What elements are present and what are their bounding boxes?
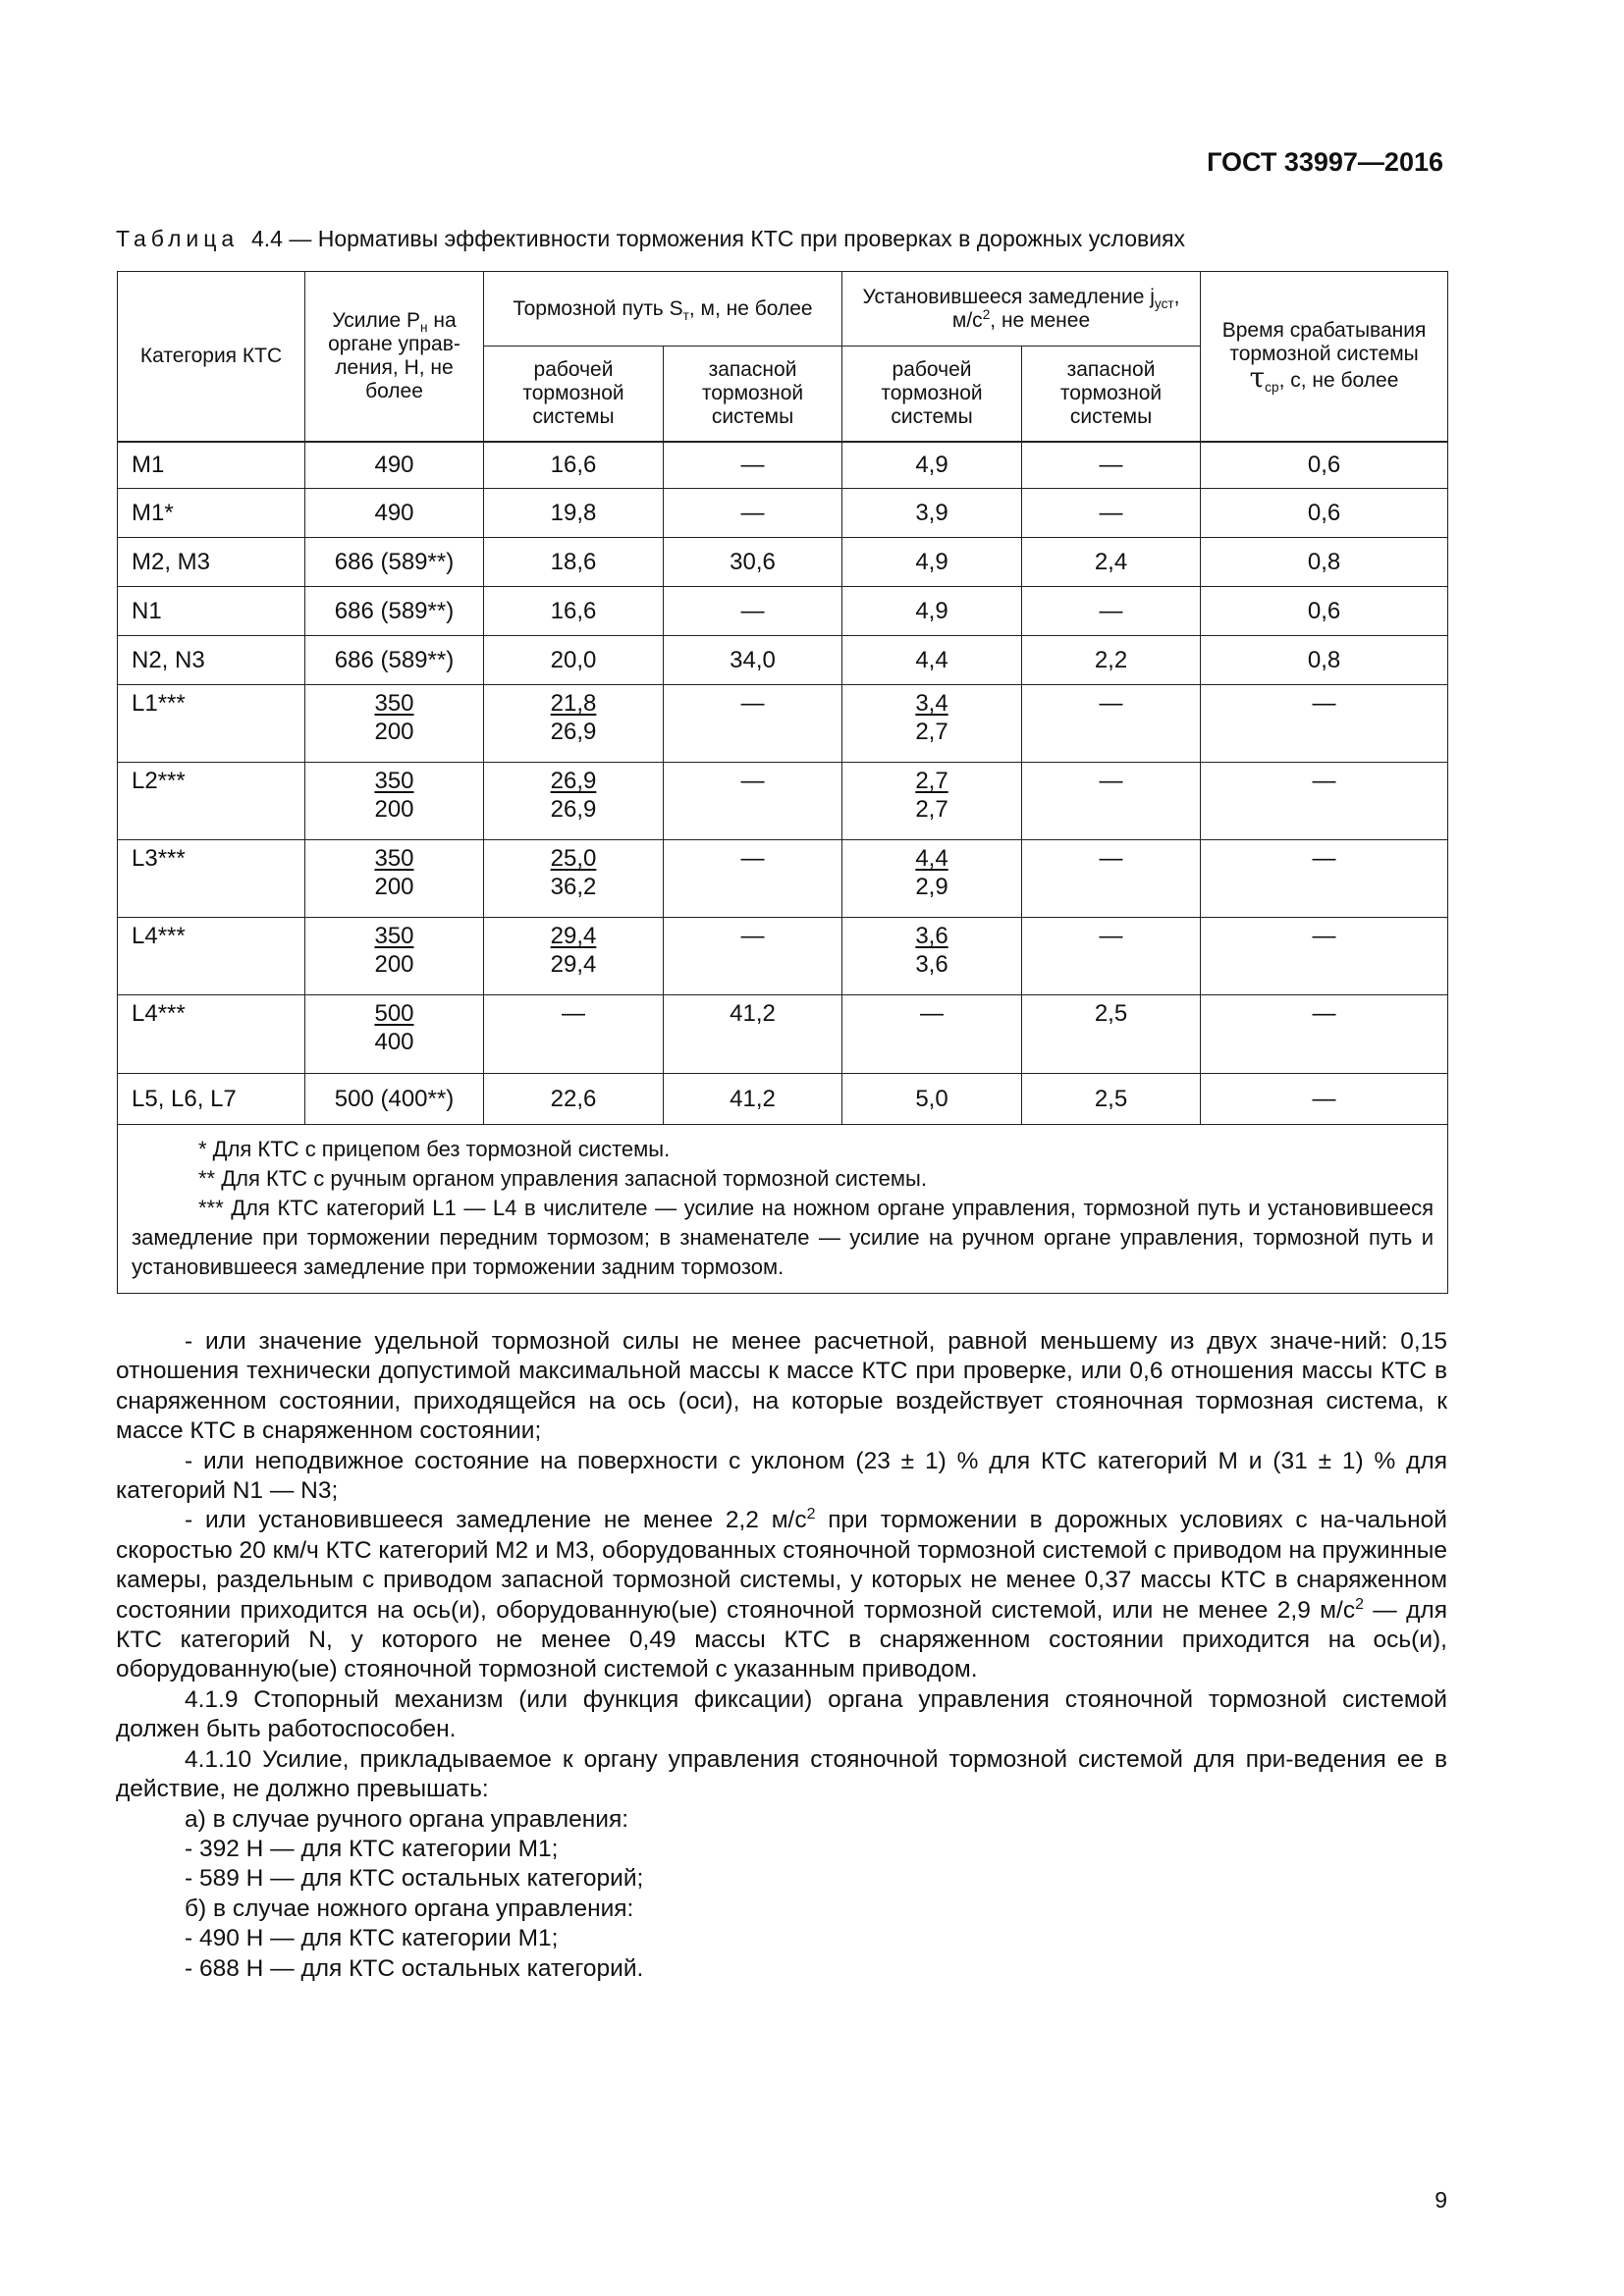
cell-force: 350 200 [305, 685, 484, 763]
cell-time: 0,6 [1201, 489, 1448, 538]
list-item: а) в случае ручного органа управления: [185, 1805, 629, 1833]
cell-distance-reserve: — [664, 685, 842, 763]
cell-force: 490 [305, 489, 484, 538]
cell-decel-service: 3,4 2,7 [842, 685, 1022, 763]
table-row [118, 489, 1448, 538]
table-caption-label: Таблица [116, 226, 240, 251]
cell-time: — [1201, 918, 1448, 995]
cell-force: 500 400 [305, 995, 484, 1074]
cell-distance-service: — [484, 995, 664, 1074]
cell-decel-reserve: 2,2 [1022, 636, 1201, 685]
paragraph-4-1-10: 4.1.10 Усилие, прикладываемое к органу управления стояночной тормозной системой для при-ведения ее в действие, не должно превышать: [116, 1745, 1447, 1803]
cell-distance-service: 16,6 [484, 587, 664, 636]
list-item: б) в случае ножного органа управления: [185, 1895, 634, 1922]
cell-distance-reserve: 41,2 [664, 995, 842, 1074]
cell-decel-reserve: 2,4 [1022, 538, 1201, 587]
cell-force: 350 200 [305, 840, 484, 918]
paragraph-4-1-9: 4.1.9 Стопорный механизм (или функция фиксации) органа управления стояночной тормозной системой должен быть работоспособен. [116, 1685, 1447, 1743]
table-row [118, 763, 1448, 840]
cell-category: N2, N3 [118, 636, 305, 685]
document-header: ГОСТ 33997—2016 [1207, 147, 1443, 177]
paragraph: - или неподвижное состояние на поверхности с уклоном (23 ± 1) % для КТС категорий М и (31 ± 1) % для категорий N1 — N3; [116, 1447, 1447, 1505]
cell-time: 0,6 [1201, 587, 1448, 636]
cell-decel-reserve: — [1022, 442, 1201, 489]
cell-time: 0,8 [1201, 538, 1448, 587]
cell-category: L2*** [118, 763, 305, 840]
footnote: * Для КТС с прицепом без тормозной системы. [198, 1136, 671, 1161]
cell-distance-reserve: — [664, 489, 842, 538]
cell-force: 686 (589**) [305, 538, 484, 587]
cell-category: L1*** [118, 685, 305, 763]
list-item: - 392 Н — для КТС категории М1; [185, 1835, 559, 1862]
cell-category: L5, L6, L7 [118, 1074, 305, 1125]
header-braking-distance: Тормозной путь $S_т$, м, не более [484, 272, 842, 347]
cell-distance-reserve: — [664, 587, 842, 636]
cell-time: — [1201, 840, 1448, 918]
cell-time: — [1201, 995, 1448, 1074]
cell-category: M2, M3 [118, 538, 305, 587]
cell-time: — [1201, 1074, 1448, 1125]
header-category: Категория КТС [118, 272, 305, 442]
header-distance-service: рабочей тормозной системы [484, 347, 664, 442]
cell-decel-service: 4,4 [842, 636, 1022, 685]
cell-force: 686 (589**) [305, 636, 484, 685]
cell-decel-reserve: 2,5 [1022, 995, 1201, 1074]
cell-decel-reserve: — [1022, 763, 1201, 840]
cell-decel-service: — [842, 995, 1022, 1074]
page-number: 9 [1435, 2187, 1447, 2213]
cell-distance-service: 22,6 [484, 1074, 664, 1125]
cell-distance-service: 19,8 [484, 489, 664, 538]
cell-distance-reserve: — [664, 840, 842, 918]
list-item: - 688 Н — для КТС остальных категорий. [185, 1954, 644, 1982]
cell-force: 500 (400**) [305, 1074, 484, 1125]
cell-time: 0,6 [1201, 442, 1448, 489]
header-force: Усилие $P_н$ на органе управ-ления, Н, не более [305, 272, 484, 442]
cell-time: — [1201, 685, 1448, 763]
cell-distance-service: 29,4 29,4 [484, 918, 664, 995]
table-row [118, 1074, 1448, 1125]
cell-decel-reserve: — [1022, 918, 1201, 995]
body-text [116, 1327, 1447, 1984]
cell-decel-service: 3,6 3,6 [842, 918, 1022, 995]
table-row [118, 840, 1448, 918]
table-row [118, 538, 1448, 587]
table-row [118, 685, 1448, 763]
cell-category: L4*** [118, 918, 305, 995]
braking-norms-table [117, 271, 1448, 1294]
header-response-time: Время срабатывания тормозной системы $\tau_{ср}$, с, не более [1201, 272, 1448, 442]
footnote: *** Для КТС категорий L1 — L4 в числителе — усилие на ножном органе управления, тормозной путь и установившееся замедление при торможении передним тормозом; в знаменателе — усилие на ручном органе управления, тормозной путь и установившееся замедление при торможении задним тормозом. [132, 1195, 1435, 1279]
cell-distance-service: 18,6 [484, 538, 664, 587]
cell-force: 490 [305, 442, 484, 489]
header-deceleration: Установившееся замедление $j_{уст}$, $м/с^2$, не менее [842, 272, 1201, 347]
cell-category: N1 [118, 587, 305, 636]
cell-distance-service: 25,0 36,2 [484, 840, 664, 918]
table-row [118, 995, 1448, 1074]
cell-decel-reserve: 2,5 [1022, 1074, 1201, 1125]
cell-distance-service: 16,6 [484, 442, 664, 489]
cell-category: M1 [118, 442, 305, 489]
cell-distance-reserve: — [664, 442, 842, 489]
cell-category: L3*** [118, 840, 305, 918]
table-row [118, 918, 1448, 995]
cell-distance-reserve: 30,6 [664, 538, 842, 587]
cell-decel-service: 4,4 2,9 [842, 840, 1022, 918]
cell-time: — [1201, 763, 1448, 840]
cell-decel-reserve: — [1022, 587, 1201, 636]
cell-decel-service: 4,9 [842, 587, 1022, 636]
header-distance-reserve: запасной тормозной системы [664, 347, 842, 442]
cell-distance-reserve: — [664, 763, 842, 840]
cell-distance-service: 21,8 26,9 [484, 685, 664, 763]
cell-decel-service: 3,9 [842, 489, 1022, 538]
table-caption [116, 226, 1185, 252]
cell-force: 350 200 [305, 763, 484, 840]
cell-decel-reserve: — [1022, 685, 1201, 763]
table-footnotes [118, 1125, 1448, 1294]
table-row [118, 587, 1448, 636]
cell-force: 686 (589**) [305, 587, 484, 636]
cell-decel-reserve: — [1022, 840, 1201, 918]
cell-decel-service: 5,0 [842, 1074, 1022, 1125]
header-decel-reserve: запасной тормозной системы [1022, 347, 1201, 442]
cell-decel-service: 4,9 [842, 442, 1022, 489]
cell-force: 350 200 [305, 918, 484, 995]
cell-distance-reserve: — [664, 918, 842, 995]
table-caption-text: 4.4 — Нормативы эффективности торможения КТС при проверках в дорожных условиях [250, 226, 1186, 251]
cell-decel-reserve: — [1022, 489, 1201, 538]
footnote: ** Для КТС с ручным органом управления запасной тормозной системы. [198, 1165, 927, 1191]
cell-category: L4*** [118, 995, 305, 1074]
cell-distance-service: 26,9 26,9 [484, 763, 664, 840]
cell-distance-reserve: 34,0 [664, 636, 842, 685]
table-row [118, 636, 1448, 685]
cell-time: 0,8 [1201, 636, 1448, 685]
list-item: - 589 Н — для КТС остальных категорий; [185, 1865, 644, 1893]
cell-distance-reserve: 41,2 [664, 1074, 842, 1125]
cell-decel-service: 2,7 2,7 [842, 763, 1022, 840]
paragraph: - или установившееся замедление не менее 2,2 $м/с^2$ при торможении в дорожных условиях с на-чальной скоростью 20 км/ч КТС категорий М2 и М3, оборудованных стояночной тормозной системой с приводом на пружинные камеры, раздельным с приводом запасной тормозной системы, у которых не менее 0,37 массы КТС в снаряженном состоянии приходится на ось(и), оборудованную(ые) стояночной тормозной системой, или не менее 2,9 $м/с^2$ — для КТС категорий N, у которого не менее 0,49 массы КТС в снаряженном состоянии приходится на ось(и), оборудованную(ые) стояночной тормозной системой с указанным приводом. [116, 1506, 1447, 1683]
cell-category: M1* [118, 489, 305, 538]
cell-decel-service: 4,9 [842, 538, 1022, 587]
table-row [118, 442, 1448, 489]
list-item: - 490 Н — для КТС категории М1; [185, 1925, 559, 1952]
paragraph: - или значение удельной тормозной силы не менее расчетной, равной меньшему из двух значе-ний: 0,15 отношения технически допустимой максимальной массы к массе КТС при проверке, или 0,6 отношения массы КТС в снаряженном состоянии, приходящейся на ось (оси), на которые воздействует стояночная тормозная система, к массе КТС в снаряженном состоянии; [116, 1328, 1447, 1445]
cell-distance-service: 20,0 [484, 636, 664, 685]
header-decel-service: рабочей тормозной системы [842, 347, 1022, 442]
